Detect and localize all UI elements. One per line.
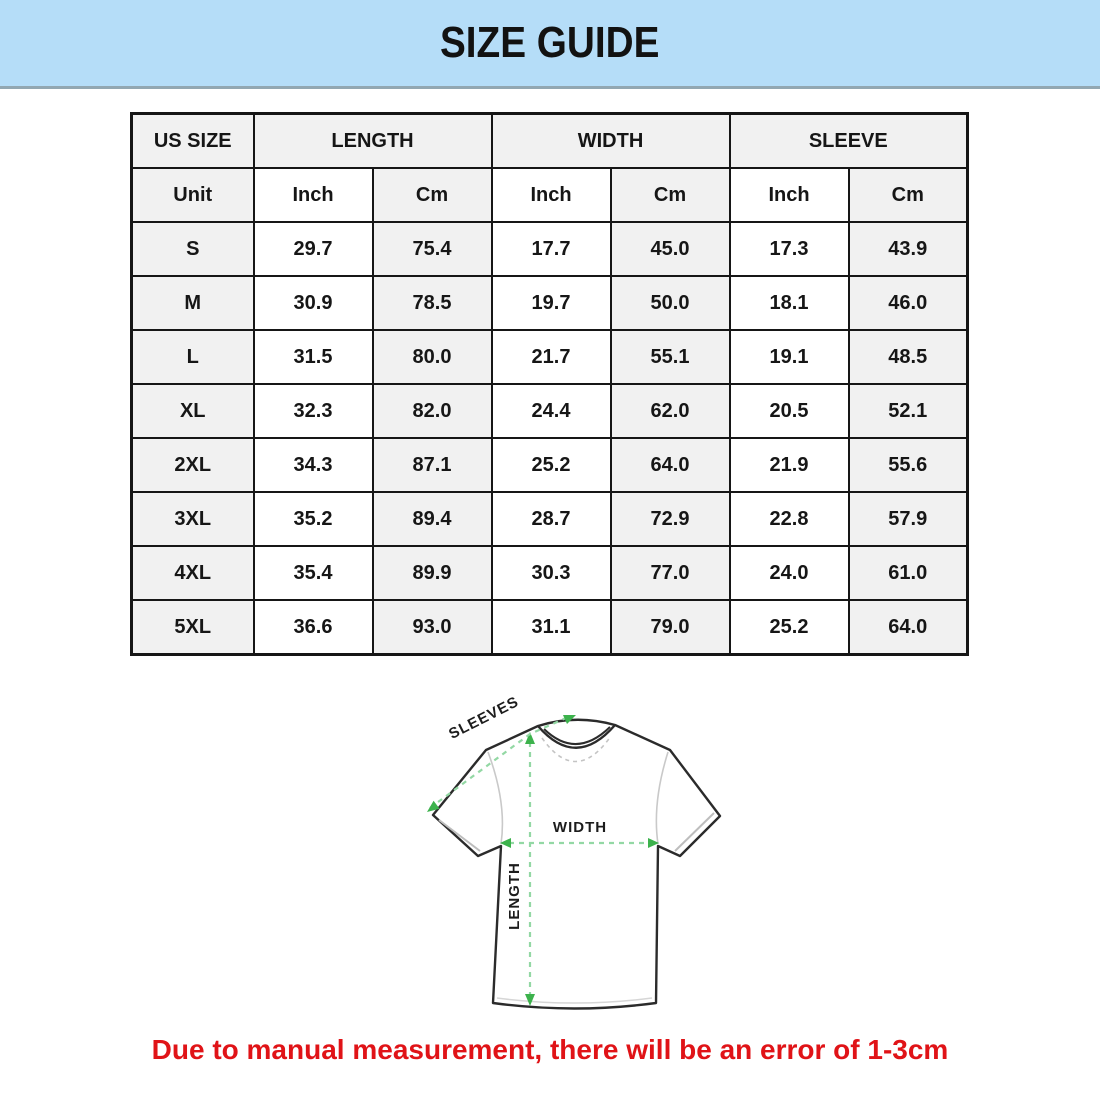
cell: 25.2 (492, 438, 611, 492)
tshirt-outline (433, 720, 720, 1009)
table-row-2xl (132, 438, 968, 492)
size-table (130, 112, 969, 656)
cell: 28.7 (492, 492, 611, 546)
cell: 19.1 (730, 330, 849, 384)
cell: 35.2 (254, 492, 373, 546)
cell: 30.9 (254, 276, 373, 330)
size-label: M (132, 276, 254, 330)
unit-sleeve-cm: Cm (849, 168, 968, 222)
unit-sleeve-inch: Inch (730, 168, 849, 222)
header-us-size: US SIZE (132, 114, 254, 169)
header-width: WIDTH (492, 114, 730, 169)
cell: 36.6 (254, 600, 373, 655)
cell: 75.4 (373, 222, 492, 276)
cell: 18.1 (730, 276, 849, 330)
measurement-disclaimer: Due to manual measurement, there will be an error of 1-3cm (151, 1034, 949, 1065)
cell: 20.5 (730, 384, 849, 438)
size-label: 4XL (132, 546, 254, 600)
table-header-row (132, 114, 968, 169)
page-title: SIZE GUIDE (440, 18, 660, 67)
cell: 29.7 (254, 222, 373, 276)
cell: 72.9 (611, 492, 730, 546)
size-label: 3XL (132, 492, 254, 546)
cell: 46.0 (849, 276, 968, 330)
cell: 89.4 (373, 492, 492, 546)
cell: 52.1 (849, 384, 968, 438)
table-row-s (132, 222, 968, 276)
cell: 61.0 (849, 546, 968, 600)
cell: 89.9 (373, 546, 492, 600)
cell: 31.5 (254, 330, 373, 384)
header-sleeve: SLEEVE (730, 114, 968, 169)
cell: 24.0 (730, 546, 849, 600)
cell: 87.1 (373, 438, 492, 492)
cell: 22.8 (730, 492, 849, 546)
table-row-4xl (132, 546, 968, 600)
unit-width-inch: Inch (492, 168, 611, 222)
cell: 32.3 (254, 384, 373, 438)
cell: 55.1 (611, 330, 730, 384)
cell: 64.0 (611, 438, 730, 492)
size-label: 2XL (132, 438, 254, 492)
cell: 31.1 (492, 600, 611, 655)
cell: 43.9 (849, 222, 968, 276)
unit-label: Unit (132, 168, 254, 222)
cell: 17.3 (730, 222, 849, 276)
width-measure-label: WIDTH (552, 819, 608, 836)
cell: 80.0 (373, 330, 492, 384)
size-label: 5XL (132, 600, 254, 655)
table-row-3xl (132, 492, 968, 546)
cell: 25.2 (730, 600, 849, 655)
cell: 19.7 (492, 276, 611, 330)
cell: 34.3 (254, 438, 373, 492)
cell: 50.0 (611, 276, 730, 330)
cell: 17.7 (492, 222, 611, 276)
cell: 93.0 (373, 600, 492, 655)
cell: 64.0 (849, 600, 968, 655)
cell: 78.5 (373, 276, 492, 330)
size-label: S (132, 222, 254, 276)
unit-width-cm: Cm (611, 168, 730, 222)
size-label: XL (132, 384, 254, 438)
size-label: L (132, 330, 254, 384)
unit-row (132, 168, 968, 222)
cell: 35.4 (254, 546, 373, 600)
size-guide-banner (0, 0, 1100, 89)
cell: 21.7 (492, 330, 611, 384)
length-measure-label: LENGTH (506, 862, 523, 930)
table-row-xl (132, 384, 968, 438)
tshirt-measurement-diagram (408, 688, 800, 1032)
unit-length-cm: Cm (373, 168, 492, 222)
cell: 82.0 (373, 384, 492, 438)
cell: 21.9 (730, 438, 849, 492)
cell: 48.5 (849, 330, 968, 384)
table-row-5xl (132, 600, 968, 655)
header-length: LENGTH (254, 114, 492, 169)
cell: 79.0 (611, 600, 730, 655)
table-row-m (132, 276, 968, 330)
cell: 24.4 (492, 384, 611, 438)
cell: 55.6 (849, 438, 968, 492)
cell: 62.0 (611, 384, 730, 438)
cell: 57.9 (849, 492, 968, 546)
cell: 77.0 (611, 546, 730, 600)
size-table-container (130, 112, 969, 656)
table-row-l (132, 330, 968, 384)
cell: 45.0 (611, 222, 730, 276)
cell: 30.3 (492, 546, 611, 600)
sleeves-measure-label: SLEEVES (446, 693, 522, 743)
unit-length-inch: Inch (254, 168, 373, 222)
